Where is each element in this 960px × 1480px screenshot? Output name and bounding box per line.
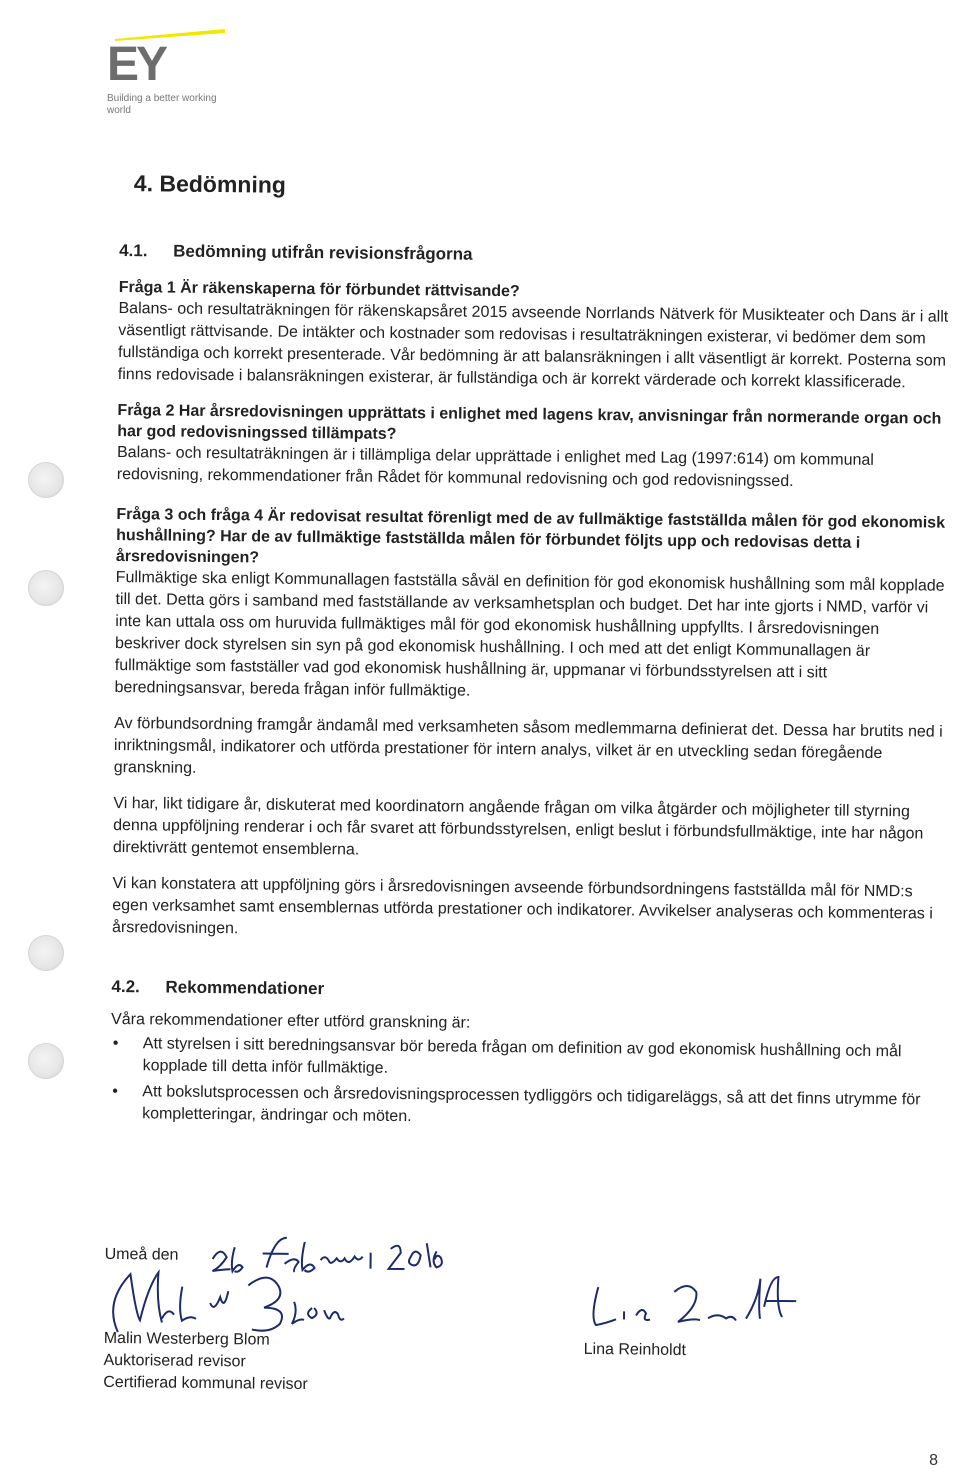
signer-2-name: Lina Reinholdt (583, 1340, 687, 1359)
list-item (111, 1033, 941, 1086)
question-3-4: Fråga 3 och fråga 4 Är redovisat resultat förenligt med de av fullmäktige fastställda målen för god ekonomisk hushållning? Har de av fullmäktige fastställda målen för förbundet följts upp och redovisas detta i årsredovisningen? (115, 505, 946, 567)
punch-hole (28, 1043, 64, 1079)
answer-3-paragraph: Fullmäktige ska enligt Kommunallagen fastställa såväl en definition för god ekonomisk hushållning som mål kopplade till det. Detta görs i samband med fastställande av verksamhetsplan och budget. Det har inte gjorts i NMD, varför vi inte kan uttala oss om huruvida fullmäktiges mål för god ekonomisk hushållning uppfyllts. I årsredovisningen beskriver dock styrelsen sin syn på god ekonomisk hushållning. I och med att det enligt Kommunallagen är fullmäktige som fastställer vad god ekonomisk hushållning är, uppmanar vi förbundsstyrelsen att i sitt beredningsansvar, bereda frågan inför fullmäktige. (114, 568, 945, 700)
signer-1 (103, 1328, 308, 1396)
punch-hole (28, 462, 64, 498)
signature-block (103, 1245, 939, 1439)
page-number: 8 (929, 1452, 938, 1469)
ey-logo (95, 15, 235, 125)
chapter-number: 4. (133, 170, 154, 197)
bullet-icon: • (112, 1082, 119, 1101)
answer-1: Balans- och resultaträkningen för räkenskapsåret 2015 avseende Norrlands Nätverk för Musikteater och Dans är i allt väsentligt rättvisande. De intäkter och kostnader som redovisas i resultaträkningen existerar, vi bedömer dem som fullständiga och korrekt presenterade. Vår bedömning är att balansräkningen i allt väsentligt är korrekt. Posterna som finns redovisade i balansräkningen existerar, är fullständiga och är korrekt värderade och korrekt klassificerade. (117, 299, 949, 392)
main-content (103, 170, 950, 1394)
question-1: Fråga 1 Är räkenskaperna för förbundet rättvisande? (118, 278, 520, 301)
answer-2: Balans- och resultaträkningen är i tillämpliga delar upprättade i enlighet med Lag (1997:614) om kommunal redovisning, rekommendationer från Rådet för kommunal redovisning och god redovisningssed. (116, 443, 874, 491)
logo-mark: EY (107, 38, 166, 91)
signature-lina-reinholdt (578, 1265, 819, 1348)
answer-3-paragraph: Vi har, likt tidigare år, diskuterat med koordinatorn angående frågan om vilka åtgärder och möjligheter till styrning denna uppföljning renderar i och får svaret att förbundsstyrelsen, enligt beslut i förbundsfullmäktige, inte har någon direktivrätt gentemot ensemblerna. (112, 794, 924, 859)
signer-2 (584, 1339, 687, 1362)
recommendation-text: Att bokslutsprocessen och årsredovisningsprocessen tydliggörs och tidigareläggs, så att det finns utrymme för kompletteringar, ändringar och möten. (142, 1083, 921, 1126)
answer-3-paragraph: Vi kan konstatera att uppföljning görs i årsredovisningen avseende förbundsordningens fastställda mål för NMD:s egen verksamhet samt ensemblernas utförda prestationer och indikatorer. Avvikelser analyseras och kommenteras i årsredovisningen. (111, 874, 933, 938)
logo-tagline: Building a better working world (107, 93, 217, 116)
chapter-title: Bedömning (159, 170, 287, 198)
recommendation-text: Att styrelsen i sitt beredningsansvar bör bereda frågan om definition av god ekonomisk hushållning och mål kopplade till detta inför fullmäktige. (142, 1035, 902, 1077)
recommendations-list (110, 1033, 941, 1134)
punch-hole (28, 935, 64, 971)
section-heading-4-1 (119, 241, 949, 270)
section-number: 4.2. (111, 976, 140, 997)
recommendations-intro: Våra rekommendationer efter utförd granskning är: (111, 1010, 471, 1032)
bullet-icon: • (112, 1034, 119, 1053)
section-number: 4.1. (119, 240, 148, 261)
section-heading-4-2 (111, 977, 941, 1006)
chapter-heading (134, 170, 950, 206)
punch-hole (28, 570, 64, 606)
section-title: Bedömning utifrån revisionsfrågorna (173, 241, 473, 264)
signer-1-name: Malin Westerberg Blom (103, 1329, 270, 1349)
section-title: Rekommendationer (165, 977, 325, 999)
question-2: Fråga 2 Har årsredovisningen upprättats i enlighet med lagens krav, anvisningar från normerande organ och har god redovisningssed tillämpats? (117, 401, 942, 443)
signer-1-title: Auktoriserad revisor (103, 1351, 246, 1371)
answer-3-paragraph: Av förbundsordning framgår ändamål med verksamheten såsom medlemmarna definierat det. Dessa har brutits ned i inriktningsmål, indikatorer och utförda prestationer för intern analys, vilket är en utveckling sedan föregående granskning. (113, 714, 943, 777)
place-label: Umeå den (104, 1245, 179, 1264)
signer-1-title: Certifierad kommunal revisor (103, 1373, 308, 1394)
list-item (110, 1081, 940, 1134)
